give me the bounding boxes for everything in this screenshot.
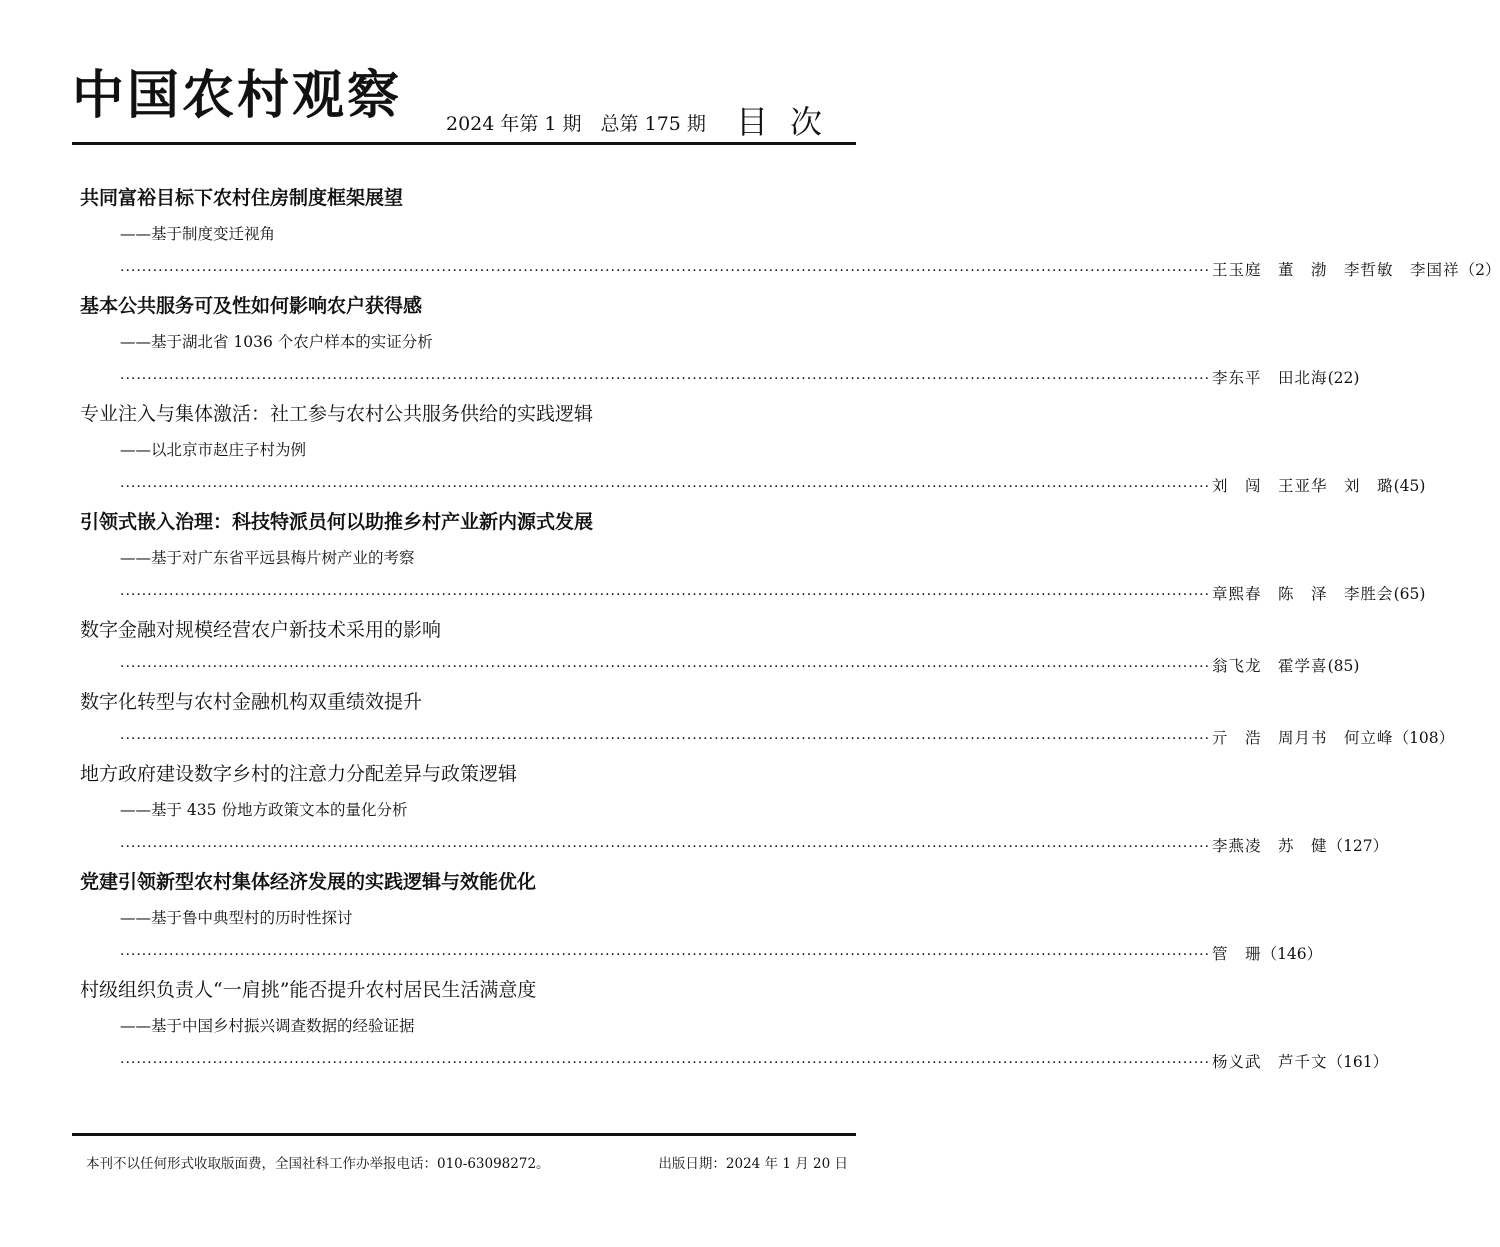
header-divider — [72, 142, 856, 145]
page-number[interactable]: (22) — [1327, 369, 1360, 387]
page-number[interactable]: （146） — [1261, 945, 1323, 963]
footer-notice: 本刊不以任何形式收取版面费，全国社科工作办举报电话：010-63098272。 — [86, 1156, 550, 1172]
masthead-header — [72, 66, 856, 146]
author-line — [80, 252, 1500, 288]
toc-entry[interactable] — [80, 756, 1389, 864]
toc-entry[interactable] — [80, 612, 1360, 684]
author-line — [80, 936, 1323, 972]
article-authors: 管 珊 — [1212, 945, 1262, 963]
page-number[interactable]: （127） — [1327, 837, 1389, 855]
page-number[interactable]: (45) — [1393, 477, 1426, 495]
journal-masthead: 中国农村观察 — [72, 66, 403, 126]
leader-dots: ········································································································································································································ — [120, 731, 1211, 747]
leader-dots: ········································································································································································································ — [120, 1055, 1211, 1071]
article-title[interactable]: 专业注入与集体激活：社工参与农村公共服务供给的实践逻辑 — [80, 403, 594, 425]
issue-number: 2024 年第 1 期 总第 175 期 — [446, 113, 706, 135]
toc-heading: 目次 — [735, 103, 844, 141]
article-title[interactable]: 数字金融对规模经营农户新技术采用的影响 — [80, 619, 442, 641]
toc-entry[interactable] — [80, 864, 1323, 972]
author-line — [80, 468, 1426, 504]
leader-dots: ········································································································································································································ — [120, 263, 1211, 279]
footer-divider — [72, 1133, 856, 1136]
page-number[interactable]: （2） — [1459, 261, 1500, 279]
toc-entry[interactable] — [80, 504, 1426, 612]
article-subtitle: ——基于 435 份地方政策文本的量化分析 — [120, 801, 408, 819]
page-number[interactable]: （108） — [1393, 729, 1455, 747]
author-line — [80, 576, 1426, 612]
toc-entry[interactable] — [80, 972, 1389, 1080]
toc-entry[interactable] — [80, 180, 1500, 288]
leader-dots: ········································································································································································································ — [120, 479, 1211, 495]
article-authors: 亓 浩 周月书 何立峰 — [1212, 729, 1394, 747]
article-authors: 杨义武 芦千文 — [1212, 1053, 1328, 1071]
article-authors: 刘 闯 王亚华 刘 璐 — [1212, 477, 1394, 495]
article-title[interactable]: 共同富裕目标下农村住房制度框架展望 — [80, 187, 404, 209]
page-number[interactable]: (65) — [1393, 585, 1426, 603]
publish-date: 出版日期：2024 年 1 月 20 日 — [658, 1156, 848, 1172]
article-subtitle: ——基于对广东省平远县梅片树产业的考察 — [120, 549, 415, 567]
leader-dots: ········································································································································································································ — [120, 587, 1211, 603]
leader-dots: ········································································································································································································ — [120, 659, 1211, 675]
page-number[interactable]: （161） — [1327, 1053, 1389, 1071]
article-subtitle: ——基于中国乡村振兴调查数据的经验证据 — [120, 1017, 415, 1035]
article-subtitle: ——基于湖北省 1036 个农户样本的实证分析 — [120, 333, 433, 351]
toc-entry[interactable] — [80, 288, 1360, 396]
page-number[interactable]: (85) — [1327, 657, 1360, 675]
article-subtitle: ——以北京市赵庄子村为例 — [120, 441, 307, 459]
table-of-contents — [80, 180, 1500, 1080]
leader-dots: ········································································································································································································ — [120, 947, 1211, 963]
article-authors: 李燕凌 苏 健 — [1212, 837, 1328, 855]
article-subtitle: ——基于制度变迁视角 — [120, 225, 276, 243]
article-authors: 李东平 田北海 — [1212, 369, 1328, 387]
leader-dots: ········································································································································································································ — [120, 371, 1211, 387]
leader-dots: ········································································································································································································ — [120, 839, 1211, 855]
article-authors: 翁飞龙 霍学喜 — [1212, 657, 1328, 675]
article-authors: 章熙春 陈 泽 李胜会 — [1212, 585, 1394, 603]
author-line — [80, 1044, 1389, 1080]
article-title[interactable]: 地方政府建设数字乡村的注意力分配差异与政策逻辑 — [80, 763, 518, 785]
article-subtitle: ——基于鲁中典型村的历时性探讨 — [120, 909, 353, 927]
author-line — [80, 828, 1389, 864]
toc-entry[interactable] — [80, 396, 1426, 504]
article-title[interactable]: 村级组织负责人“一肩挑”能否提升农村居民生活满意度 — [80, 979, 537, 1001]
author-line — [80, 648, 1360, 684]
toc-entry[interactable] — [80, 684, 1455, 756]
article-title[interactable]: 数字化转型与农村金融机构双重绩效提升 — [80, 691, 423, 713]
article-authors: 王玉庭 董 渤 李哲敏 李国祥 — [1212, 261, 1460, 279]
article-title[interactable]: 党建引领新型农村集体经济发展的实践逻辑与效能优化 — [80, 871, 537, 893]
author-line — [80, 720, 1455, 756]
article-title[interactable]: 引领式嵌入治理：科技特派员何以助推乡村产业新内源式发展 — [80, 511, 594, 533]
article-title[interactable]: 基本公共服务可及性如何影响农户获得感 — [80, 295, 423, 317]
author-line — [80, 360, 1360, 396]
